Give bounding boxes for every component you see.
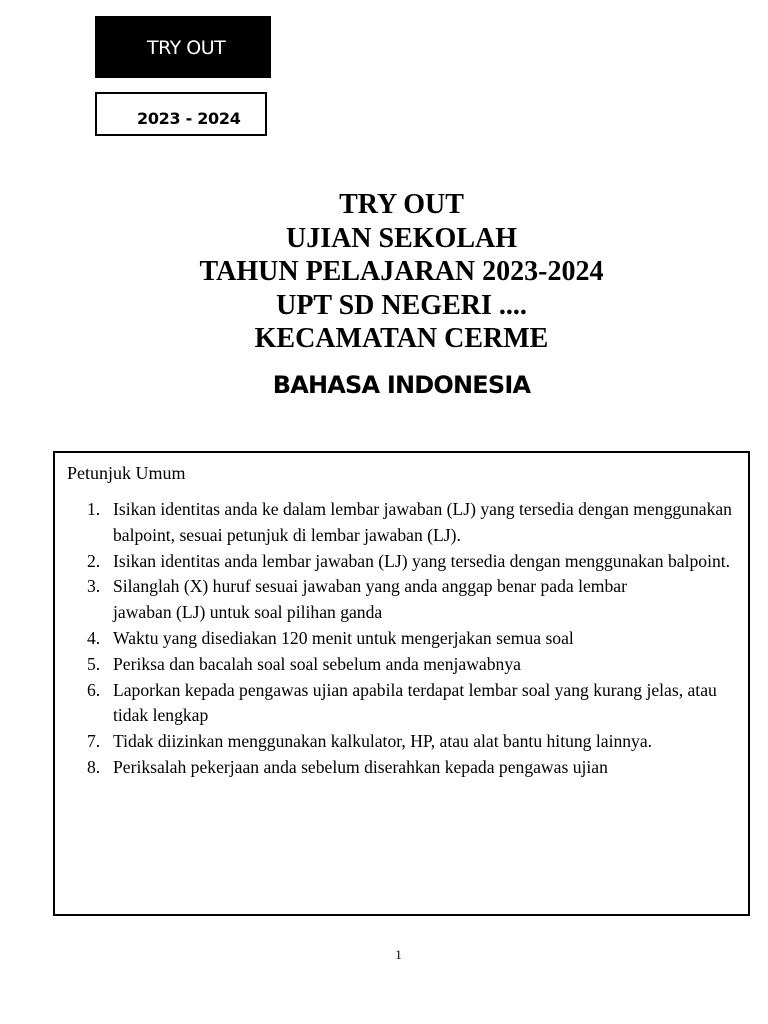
instruction-number: 7.: [87, 731, 101, 752]
instruction-text: Isikan identitas anda lembar jawaban (LJ) yang tersedia dengan menggunakan balpoint.: [113, 550, 731, 571]
instruction-text: Tidak diizinkan menggunakan kalkulator, HP, atau alat bantu hitung lainnya.: [113, 731, 653, 752]
instruction-number: 5.: [87, 653, 101, 674]
instruction-text: Waktu yang disediakan 120 menit untuk mengerjakan semua soal: [113, 627, 574, 648]
instruction-item: [67, 755, 737, 781]
instruction-item: [67, 729, 737, 755]
instruction-item: [67, 574, 737, 626]
title-line-school: UPT SD NEGERI ....: [276, 289, 527, 321]
document-title: [0, 188, 768, 356]
instruction-number: 8.: [87, 756, 101, 777]
instruction-text: Periksalah pekerjaan anda sebelum diserahkan kepada pengawas ujian: [113, 756, 608, 777]
instruction-text: Laporkan kepada pengawas ujian apabila terdapat lembar soal yang kurang jelas, atau tidak lengkap: [113, 679, 717, 726]
instruction-item: [67, 626, 737, 652]
instruction-item: [67, 652, 737, 678]
instruction-item: [67, 678, 737, 730]
badge-year-box: [95, 92, 267, 136]
instruction-item: [67, 549, 737, 575]
instruction-text: Silanglah (X) huruf sesuai jawaban yang anda anggap benar pada lembar jawaban (LJ) untuk soal pilihan ganda: [113, 576, 627, 623]
subject-title: BAHASA INDONESIA: [272, 371, 531, 399]
instruction-number: 1.: [87, 499, 101, 519]
badge-top-box: [95, 16, 271, 78]
title-line-school-year: TAHUN PELAJARAN 2023-2024: [199, 256, 604, 287]
instruction-text: Periksa dan bacalah soal soal sebelum anda menjawabnya: [113, 653, 521, 674]
title-line-tryout: TRY OUT: [339, 189, 464, 220]
instruction-number: 6.: [87, 679, 101, 700]
instruction-number: 4.: [87, 627, 101, 648]
badge-year: 2023 - 2024: [137, 109, 241, 128]
instruction-item: [67, 497, 737, 549]
instructions-box: [53, 451, 750, 916]
badge-title: TRY OUT: [147, 37, 226, 59]
title-line-exam: UJIAN SEKOLAH: [285, 222, 518, 254]
instructions-list: [67, 497, 737, 781]
page-number: 1: [395, 947, 402, 962]
instructions-heading: Petunjuk Umum: [67, 463, 186, 483]
instruction-number: 2.: [87, 550, 101, 571]
instruction-text: Isikan identitas anda ke dalam lembar jawaban (LJ) yang tersedia dengan menggunakan balpoint, sesuai petunjuk di lembar jawaban (LJ).: [113, 499, 732, 545]
instruction-number: 3.: [87, 576, 101, 597]
tryout-badge: [95, 16, 271, 128]
title-line-district: KECAMATAN CERME: [254, 323, 549, 354]
